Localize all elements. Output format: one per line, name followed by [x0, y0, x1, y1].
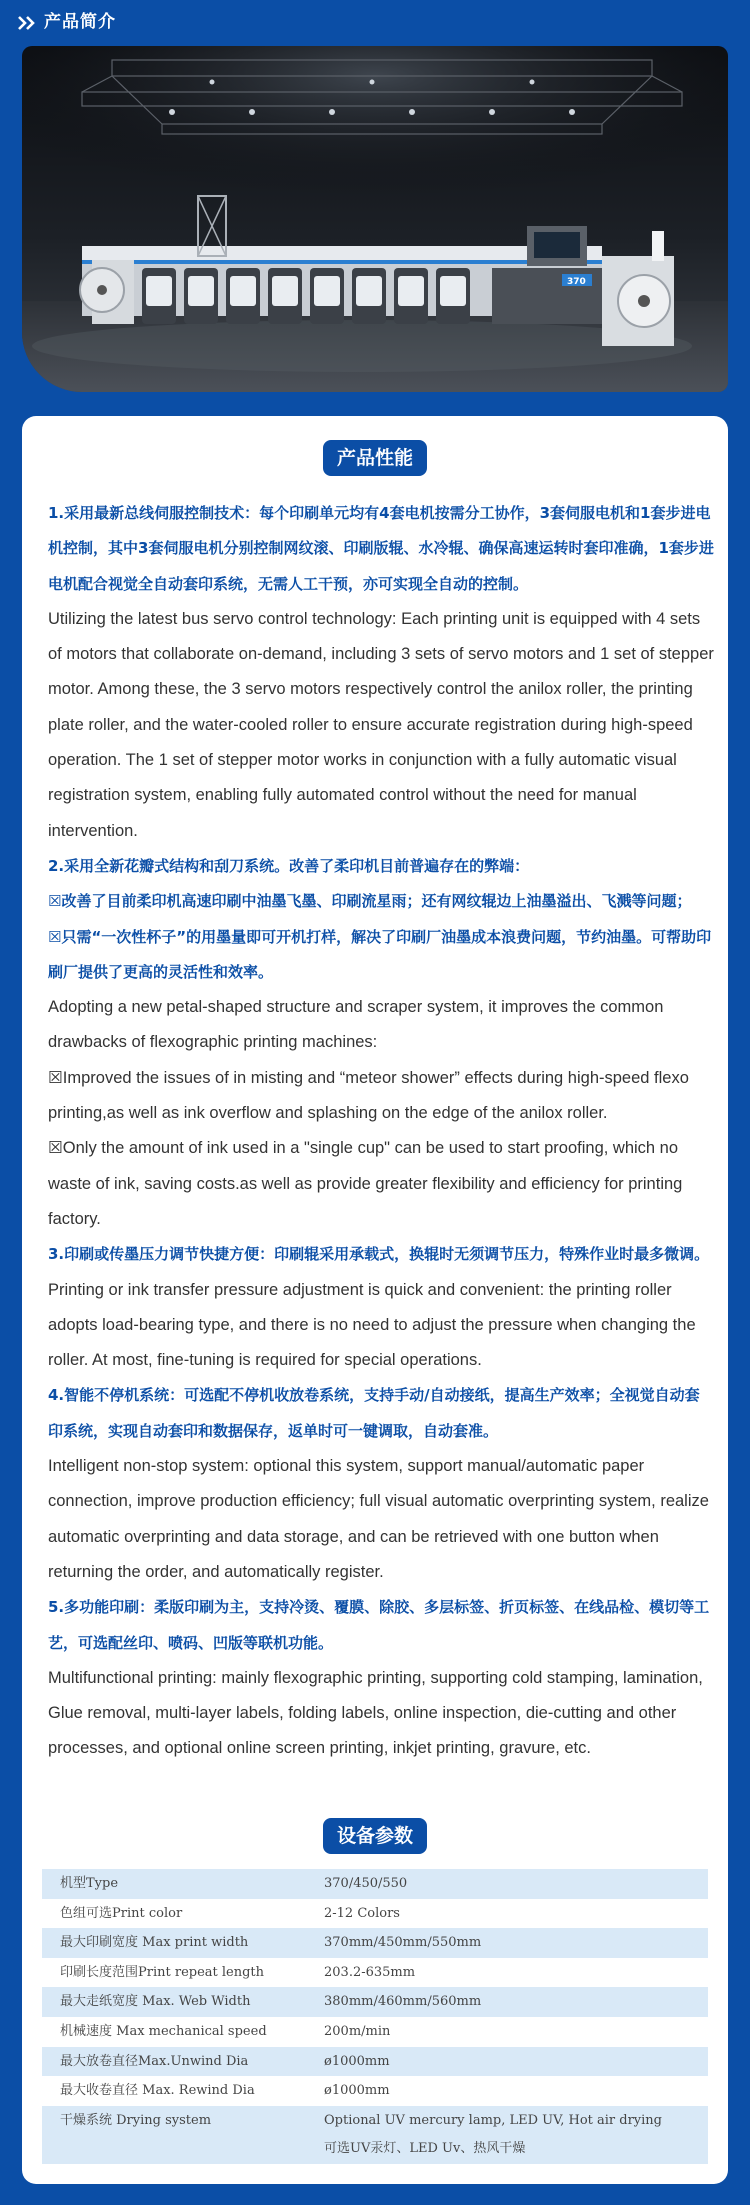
performance-content [48, 496, 714, 1767]
performance-paragraph: 4.智能不停机系统：可选配不停机收放卷系统，支持手动/自动接纸，提高生产效率；全视觉自动套印系统，实现自动套印和数据保存，返单时可一键调取，自动套准。 [48, 1386, 700, 1440]
spec-value: 203.2-635mm [324, 1964, 416, 1980]
spec-row [42, 2047, 708, 2077]
model-badge: 370 [567, 277, 586, 287]
spec-label: 色组可选Print color [60, 1905, 183, 1921]
performance-paragraph: Intelligent non-stop system: optional this system, support manual/automatic paper connection, improve production efficiency; full visual automatic overprinting system, realize automatic overprinting and data storage, and can be retrieved with one button when returning the order, and automatically register. [48, 1457, 709, 1581]
performance-paragraph: Printing or ink transfer pressure adjustment is quick and convenient: the printing roller adopts load-bearing type, and there is no need to adjust the pressure when changing the roller. At most, fine-tuning is required for special operations. [48, 1280, 696, 1370]
spec-value: 370/450/550 [324, 1876, 408, 1891]
performance-paragraph: 3.印刷或传墨压力调节快捷方便：印刷辊采用承载式，换辊时无须调节压力，特殊作业时最多微调。 [48, 1245, 710, 1264]
spec-row [42, 1958, 708, 1988]
performance-paragraph: 5.多功能印刷：柔版印刷为主，支持冷烫、覆膜、除胶、多层标签、折页标签、在线品检、模切等工艺，可选配丝印、喷码、凹版等联机功能。 [48, 1598, 710, 1652]
spec-label: 机型Type [60, 1876, 119, 1891]
product-image [22, 46, 728, 392]
spec-value: 200m/min [324, 2023, 391, 2039]
specs-table [42, 1869, 708, 2164]
spec-label: 最大印刷宽度 Max print width [60, 1935, 249, 1951]
spec-label: 机械速度 Max mechanical speed [60, 2023, 267, 2039]
spec-row [42, 2106, 708, 2164]
performance-paragraph: Utilizing the latest bus servo control technology: Each printing unit is equipped with 4 sets of motors that collaborate on-demand, including 3 sets of servo motors and 1 set of stepper motor. Among these, the 3 servo motors respectively control the anilox roller, the printing plate roller, and the water-cooled roller to ensure accurate registration during high-speed operation. The 1 set of stepper motor works in conjunction with a fully automatic visual registration system, enabling fully automated control without the need for manual intervention. [48, 609, 714, 840]
spec-value: 2-12 Colors [324, 1905, 400, 1921]
spec-value-line: 可选UV汞灯、LED Uv、热风干燥 [324, 2140, 526, 2156]
spec-row [42, 1869, 708, 1899]
spec-value: 370mm/450mm/550mm [324, 1935, 482, 1951]
spec-value: ø1000mm [324, 2083, 390, 2099]
spec-label: 印刷长度范围Print repeat length [60, 1964, 265, 1980]
spec-label: 干燥系统 Drying system [60, 2112, 212, 2128]
performance-paragraph: Multifunctional printing: mainly flexographic printing, supporting cold stamping, lamination, Glue removal, multi-layer labels, folding labels, online inspection, die-cutting and other processes, and optional online screen printing, inkjet printing, gravure, etc. [48, 1668, 703, 1758]
spec-label: 最大放卷直径Max.Unwind Dia [60, 2053, 249, 2069]
spec-row [42, 1928, 708, 1958]
performance-paragraph: ☒改善了目前柔印机高速印刷中油墨飞墨、印刷流星雨；还有网纹辊边上油墨溢出、飞溅等问题； [48, 892, 692, 911]
performance-paragraph: ☒Improved the issues of in misting and “meteor shower” effects during high-speed flexo printing,as well as ink overflow and splashing on the edge of the anilox roller. [48, 1068, 689, 1123]
section-title: 产品简介 [44, 12, 116, 32]
spec-label: 最大走纸宽度 Max. Web Width [60, 1994, 251, 2010]
spec-row [42, 1987, 708, 2017]
spec-value [316, 2106, 708, 2164]
performance-paragraph: 2.采用全新花瓣式结构和刮刀系统。改善了柔印机目前普遍存在的弊端： [48, 856, 530, 875]
spec-value: 380mm/460mm/560mm [324, 1994, 482, 2010]
performance-paragraph: Adopting a new petal-shaped structure and scraper system, it improves the common drawbacks of flexographic printing machines: [48, 998, 664, 1052]
performance-paragraph: ☒Only the amount of ink used in a "single cup" can be used to start proofing, which no waste of ink, saving costs.as well as provide greater flexibility and efficiency for printing factory. [48, 1139, 683, 1228]
spec-value-line: Optional UV mercury lamp, LED UV, Hot air drying [324, 2112, 662, 2128]
section-header [0, 0, 750, 46]
performance-paragraph: ☒只需“一次性杯子”的用墨量即可开机打样，解决了印刷厂油墨成本浪费问题，节约油墨。可帮助印刷厂提供了更高的灵活性和效率。 [48, 927, 712, 981]
spec-row [42, 2076, 708, 2106]
specs-title: 设备参数 [323, 1818, 427, 1854]
performance-card [22, 416, 728, 2184]
spec-row [42, 2017, 708, 2047]
spec-value: ø1000mm [324, 2053, 390, 2069]
spec-row [42, 1899, 708, 1929]
performance-title: 产品性能 [323, 440, 427, 476]
double-chevron-icon [16, 13, 38, 33]
spec-label: 最大收卷直径 Max. Rewind Dia [60, 2083, 255, 2099]
performance-paragraph: 1.采用最新总线伺服控制技术：每个印刷单元均有4套电机按需分工协作，3套伺服电机和1套步进电机控制，其中3套伺服电机分别控制网纹滚、印刷版辊、水冷辊、确保高速运转时套印准确，1套步进电机配合视觉全自动套印系统，无需人工干预，亦可实现全自动的控制。 [48, 504, 714, 593]
